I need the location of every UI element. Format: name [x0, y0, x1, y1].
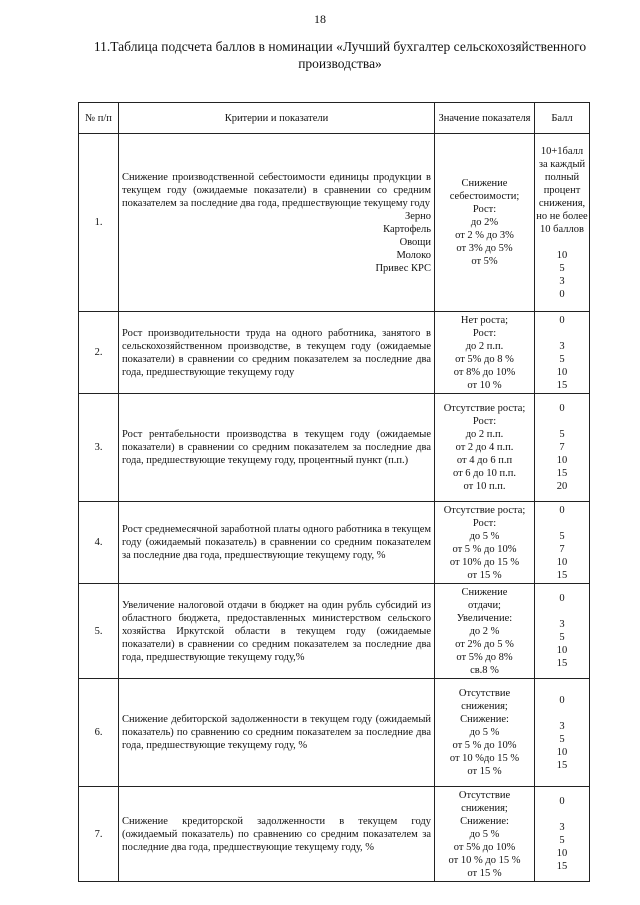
row-number: 3. [79, 394, 119, 502]
table-row [79, 584, 590, 679]
table-row [79, 679, 590, 787]
table-row [79, 502, 590, 584]
page-number: 18 [314, 12, 326, 26]
value-line: Отсутствие роста; [443, 403, 526, 414]
value-line: Рост: [472, 517, 497, 529]
points-value: 15 [556, 759, 568, 771]
value-line: Отсутствие роста; [443, 504, 526, 516]
value-line: до 2 п.п. [465, 340, 504, 352]
value-line: Рост: [472, 327, 497, 339]
value-cell [435, 134, 535, 312]
points-value: 10 [556, 366, 568, 378]
header-value: Значение показателя [435, 103, 535, 134]
value-line: от 5% [471, 256, 498, 267]
value-line: от 15 % [467, 766, 502, 777]
points-value: 5 [559, 632, 565, 643]
points-value: 5 [559, 429, 565, 440]
points-value: 3 [559, 822, 565, 833]
points-value: 0 [559, 504, 565, 516]
criteria-item: Овощи [399, 236, 431, 248]
points-cell [535, 502, 590, 584]
points-value: 3 [559, 619, 565, 630]
value-line: до 5 % [469, 828, 500, 840]
value-line: от 5% до 8 % [455, 353, 514, 365]
criteria-item: Зерно [404, 210, 431, 222]
header-num: № п/п [79, 103, 119, 134]
criteria-item: Картофель [383, 223, 431, 235]
value-line: до 5 % [469, 530, 500, 542]
value-line: от 5 % до 10% [452, 543, 517, 555]
points-value: 10 [556, 455, 568, 466]
value-line: от 4 до 6 п.п [456, 455, 513, 466]
row-number: 5. [79, 584, 119, 679]
table-row [79, 134, 590, 312]
points-cell [535, 679, 590, 787]
points-value: 3 [559, 720, 565, 732]
value-line: Нет роста; [460, 314, 509, 326]
points-cell [535, 134, 590, 312]
table-row [79, 312, 590, 394]
points-value: 10 [556, 645, 568, 656]
points-cell [535, 312, 590, 394]
points-value: 7 [559, 442, 565, 453]
value-line: до 2% [470, 217, 499, 228]
value-line: от 5% до 10% [453, 841, 516, 853]
value-line: Отсутствие [458, 789, 511, 801]
row-number: 7. [79, 787, 119, 882]
value-line: Снижение: [460, 815, 509, 827]
criteria-text: Снижение кредиторской задолженности в текущем году (ожидаемый показатель) по сравнению со средним показателем за последние два года, предшествующие текущему году, % [119, 787, 435, 882]
criteria-item: Привес КРС [375, 262, 431, 274]
value-line: до 2 п.п. [465, 429, 504, 440]
points-value: 0 [559, 694, 565, 706]
value-line: от 15 % [467, 867, 502, 879]
value-line: Рост: [472, 416, 497, 427]
points-cell [535, 394, 590, 502]
points-value: 5 [559, 733, 565, 745]
header-points: Балл [535, 103, 590, 134]
value-line: Снижение [461, 586, 508, 598]
points-value: 5 [559, 262, 565, 274]
criteria-cell [119, 134, 435, 312]
criteria-text: Рост производительности труда на одного работника, занятого в сельскохозяйственном производстве, в текущем году (ожидаемые показатели) в сравнении со средним показателем за последние два года, предшествующие текущему году [119, 312, 435, 394]
value-cell [435, 584, 535, 679]
points-value: 0 [559, 796, 565, 807]
points-value: 15 [556, 379, 568, 391]
value-line: от 10% до 15 % [449, 556, 520, 568]
value-line: себестоимости; [449, 191, 520, 202]
value-line: Увеличение: [456, 612, 513, 624]
scoring-table [78, 102, 590, 882]
value-line: снижения; [461, 701, 508, 712]
table-row [79, 787, 590, 882]
points-value: 15 [556, 468, 568, 479]
table-row [79, 394, 590, 502]
criteria-text: Снижение дебиторской задолженности в текущем году (ожидаемый показатель) по сравнению со средним показателем за последние два года, предшествующие текущему году, % [119, 679, 435, 787]
value-cell [435, 502, 535, 584]
points-value: 5 [559, 530, 565, 542]
points-value: 15 [556, 861, 568, 872]
points-value: 7 [559, 543, 565, 555]
value-line: Рост: [472, 204, 497, 215]
value-line: от 6 до 10 п.п. [452, 468, 517, 479]
value-line: отдачи; [468, 599, 501, 611]
value-cell [435, 312, 535, 394]
row-number: 4. [79, 502, 119, 584]
value-line: от 10 % [467, 379, 502, 391]
value-line: от 3% до 5% [456, 243, 513, 254]
value-line: св.8 % [470, 664, 499, 676]
value-line: от 15 % [467, 569, 502, 581]
criteria-text: Снижение производственной себестоимости единицы продукции в текущем году (ожидаемые показатели) в сравнении со средним показателем за последние два года, предшествующие текущему году [122, 171, 431, 209]
criteria-text: Рост рентабельности производства в текущем году (ожидаемые показатели) в сравнении со средним показателем за последние два года, предшествующие текущему году, процентный пункт (п.п.) [119, 394, 435, 502]
points-value: 15 [556, 658, 568, 669]
points-cell [535, 787, 590, 882]
points-value: 20 [556, 481, 568, 492]
points-value: 10 [556, 848, 568, 859]
criteria-item: Молоко [396, 249, 431, 261]
value-line: от 5 % до 10% [452, 740, 517, 751]
points-value: 3 [559, 275, 565, 287]
points-value: 10 [556, 249, 568, 261]
points-value: 10 [556, 556, 568, 568]
value-line: снижения; [461, 802, 508, 814]
value-line: Отсутствие [458, 688, 511, 699]
points-value: 3 [559, 340, 565, 352]
points-value: 0 [559, 403, 565, 414]
points-value: 15 [556, 569, 568, 581]
value-line: от 10 %до 15 % [449, 753, 520, 764]
row-number: 6. [79, 679, 119, 787]
value-line: Снижение [461, 178, 508, 189]
value-cell [435, 394, 535, 502]
value-line: от 2 % до 3% [455, 230, 514, 241]
value-line: от 2 до 4 п.п. [455, 442, 514, 453]
value-cell [435, 679, 535, 787]
value-line: от 2% до 5 % [455, 638, 514, 650]
value-line: от 5% до 8% [456, 651, 513, 663]
criteria-text: Рост среднемесячной заработной платы одного работника в текущем году (ожидаемый показатель) в сравнении со средним показателем за последние два года, предшествующие текущему году, % [119, 502, 435, 584]
points-value: 0 [559, 288, 565, 300]
value-line: Снижение: [460, 714, 509, 725]
points-value: 10 [556, 746, 568, 758]
value-line: до 2 % [469, 625, 500, 637]
value-line: до 5 % [469, 727, 500, 738]
table-header-row [79, 103, 590, 134]
points-value: 5 [559, 353, 565, 365]
value-line: от 10 % до 15 % [448, 854, 521, 866]
header-criteria: Критерии и показатели [119, 103, 435, 134]
document-title: 11.Таблица подсчета баллов в номинации «Лучший бухгалтер сельскохозяйственного производства» [93, 39, 587, 71]
row-number: 2. [79, 312, 119, 394]
row-number: 1. [79, 134, 119, 312]
points-value: 0 [559, 314, 565, 326]
points-value: 5 [559, 835, 565, 846]
points-cell [535, 584, 590, 679]
points-rule: 10+1балл за каждый полный процент снижения, но не более 10 баллов [536, 145, 588, 235]
value-line: от 10 п.п. [463, 481, 506, 492]
points-value: 0 [559, 593, 565, 604]
value-cell [435, 787, 535, 882]
value-line: от 8% до 10% [453, 366, 516, 378]
criteria-text: Увеличение налоговой отдачи в бюджет на один рубль субсидий из областного бюджета, предоставленных министерством сельского хозяйства Иркутской области в текущем году (ожидаемые показатели) в сравнении со средним показателем за последние два года, предшествующие текущему году,% [119, 584, 435, 679]
